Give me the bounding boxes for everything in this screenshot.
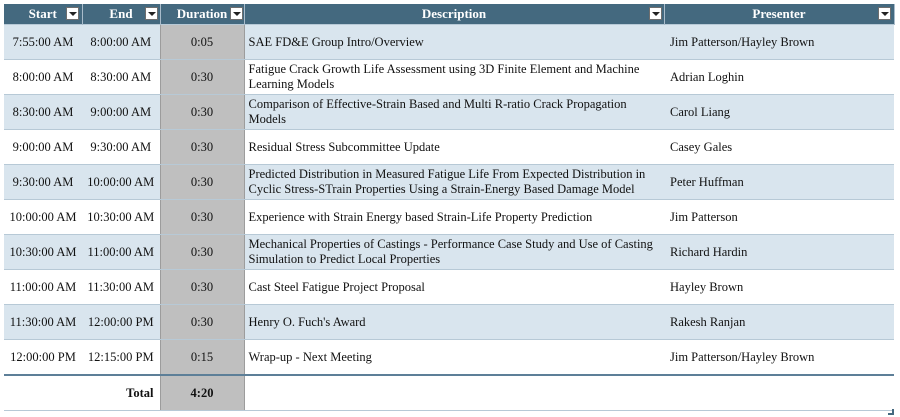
schedule-row: [4, 200, 894, 235]
start-time-cell[interactable]: 8:00:00 AM: [4, 60, 82, 95]
schedule-row: [4, 165, 894, 200]
header-row: [4, 4, 894, 25]
presenter-cell[interactable]: Hayley Brown: [664, 270, 894, 305]
schedule-row: [4, 305, 894, 340]
description-cell[interactable]: Mechanical Properties of Castings - Performance Case Study and Use of Casting Simulation to Predict Local Properties: [244, 235, 664, 270]
table-resize-handle[interactable]: [888, 409, 894, 415]
presenter-cell[interactable]: Rakesh Ranjan: [664, 305, 894, 340]
end-time-cell[interactable]: 9:30:00 AM: [82, 130, 160, 165]
start-time-cell[interactable]: 11:30:00 AM: [4, 305, 82, 340]
duration-cell[interactable]: 0:30: [160, 235, 244, 270]
filter-duration-icon[interactable]: [230, 7, 243, 20]
presenter-cell[interactable]: Jim Patterson/Hayley Brown: [664, 340, 894, 376]
start-time-cell[interactable]: 10:30:00 AM: [4, 235, 82, 270]
presenter-cell[interactable]: Adrian Loghin: [664, 60, 894, 95]
total-blank-cell: [4, 375, 82, 411]
filter-presenter-icon[interactable]: [878, 7, 891, 20]
end-time-cell[interactable]: 12:15:00 PM: [82, 340, 160, 376]
description-cell[interactable]: Predicted Distribution in Measured Fatigue Life From Expected Distribution in Cyclic Stress-STrain Properties Using a Strain-Energy Based Damage Model: [244, 165, 664, 200]
description-cell[interactable]: Wrap-up - Next Meeting: [244, 340, 664, 376]
schedule-row: [4, 60, 894, 95]
filter-description-icon[interactable]: [649, 7, 662, 20]
start-time-cell[interactable]: 11:00:00 AM: [4, 270, 82, 305]
schedule-table: [4, 4, 895, 411]
duration-cell[interactable]: 0:15: [160, 340, 244, 376]
header-description-label: Description: [421, 6, 487, 21]
duration-cell[interactable]: 0:30: [160, 305, 244, 340]
presenter-cell[interactable]: Jim Patterson: [664, 200, 894, 235]
start-time-cell[interactable]: 10:00:00 AM: [4, 200, 82, 235]
description-cell[interactable]: Henry O. Fuch's Award: [244, 305, 664, 340]
presenter-cell[interactable]: Jim Patterson/Hayley Brown: [664, 25, 894, 60]
duration-cell[interactable]: 0:30: [160, 200, 244, 235]
end-time-cell[interactable]: 9:00:00 AM: [82, 95, 160, 130]
total-row: [4, 375, 894, 411]
total-duration[interactable]: 4:20: [160, 375, 244, 411]
total-label: Total: [82, 375, 160, 411]
duration-cell[interactable]: 0:30: [160, 130, 244, 165]
end-time-cell[interactable]: 11:00:00 AM: [82, 235, 160, 270]
end-time-cell[interactable]: 10:00:00 AM: [82, 165, 160, 200]
presenter-cell[interactable]: Carol Liang: [664, 95, 894, 130]
duration-cell[interactable]: 0:30: [160, 270, 244, 305]
schedule-row: [4, 95, 894, 130]
header-start-label: Start: [28, 6, 57, 21]
end-time-cell[interactable]: 11:30:00 AM: [82, 270, 160, 305]
description-cell[interactable]: SAE FD&E Group Intro/Overview: [244, 25, 664, 60]
header-presenter-label: Presenter: [752, 6, 806, 21]
description-cell[interactable]: Fatigue Crack Growth Life Assessment using 3D Finite Element and Machine Learning Models: [244, 60, 664, 95]
schedule-body: [4, 25, 894, 376]
filter-start-icon[interactable]: [66, 7, 79, 20]
schedule-row: [4, 25, 894, 60]
presenter-cell[interactable]: Peter Huffman: [664, 165, 894, 200]
start-time-cell[interactable]: 12:00:00 PM: [4, 340, 82, 376]
header-description: [244, 4, 664, 25]
duration-cell[interactable]: 0:05: [160, 25, 244, 60]
start-time-cell[interactable]: 9:30:00 AM: [4, 165, 82, 200]
presenter-cell[interactable]: Richard Hardin: [664, 235, 894, 270]
header-end-label: End: [109, 6, 133, 21]
end-time-cell[interactable]: 8:00:00 AM: [82, 25, 160, 60]
header-duration: [160, 4, 244, 25]
schedule-row: [4, 340, 894, 376]
duration-cell[interactable]: 0:30: [160, 95, 244, 130]
description-cell[interactable]: Residual Stress Subcommittee Update: [244, 130, 664, 165]
end-time-cell[interactable]: 10:30:00 AM: [82, 200, 160, 235]
filter-end-icon[interactable]: [145, 7, 158, 20]
start-time-cell[interactable]: 9:00:00 AM: [4, 130, 82, 165]
end-time-cell[interactable]: 8:30:00 AM: [82, 60, 160, 95]
start-time-cell[interactable]: 7:55:00 AM: [4, 25, 82, 60]
header-end: [82, 4, 160, 25]
schedule-row: [4, 235, 894, 270]
header-presenter: [664, 4, 894, 25]
schedule-row: [4, 130, 894, 165]
description-cell[interactable]: Cast Steel Fatigue Project Proposal: [244, 270, 664, 305]
description-cell[interactable]: Comparison of Effective-Strain Based and Multi R-ratio Crack Propagation Models: [244, 95, 664, 130]
duration-cell[interactable]: 0:30: [160, 60, 244, 95]
header-start: [4, 4, 82, 25]
header-duration-label: Duration: [176, 6, 228, 21]
schedule-row: [4, 270, 894, 305]
description-cell[interactable]: Experience with Strain Energy based Strain-Life Property Prediction: [244, 200, 664, 235]
duration-cell[interactable]: 0:30: [160, 165, 244, 200]
total-empty-cell: [244, 375, 894, 411]
start-time-cell[interactable]: 8:30:00 AM: [4, 95, 82, 130]
end-time-cell[interactable]: 12:00:00 PM: [82, 305, 160, 340]
presenter-cell[interactable]: Casey Gales: [664, 130, 894, 165]
